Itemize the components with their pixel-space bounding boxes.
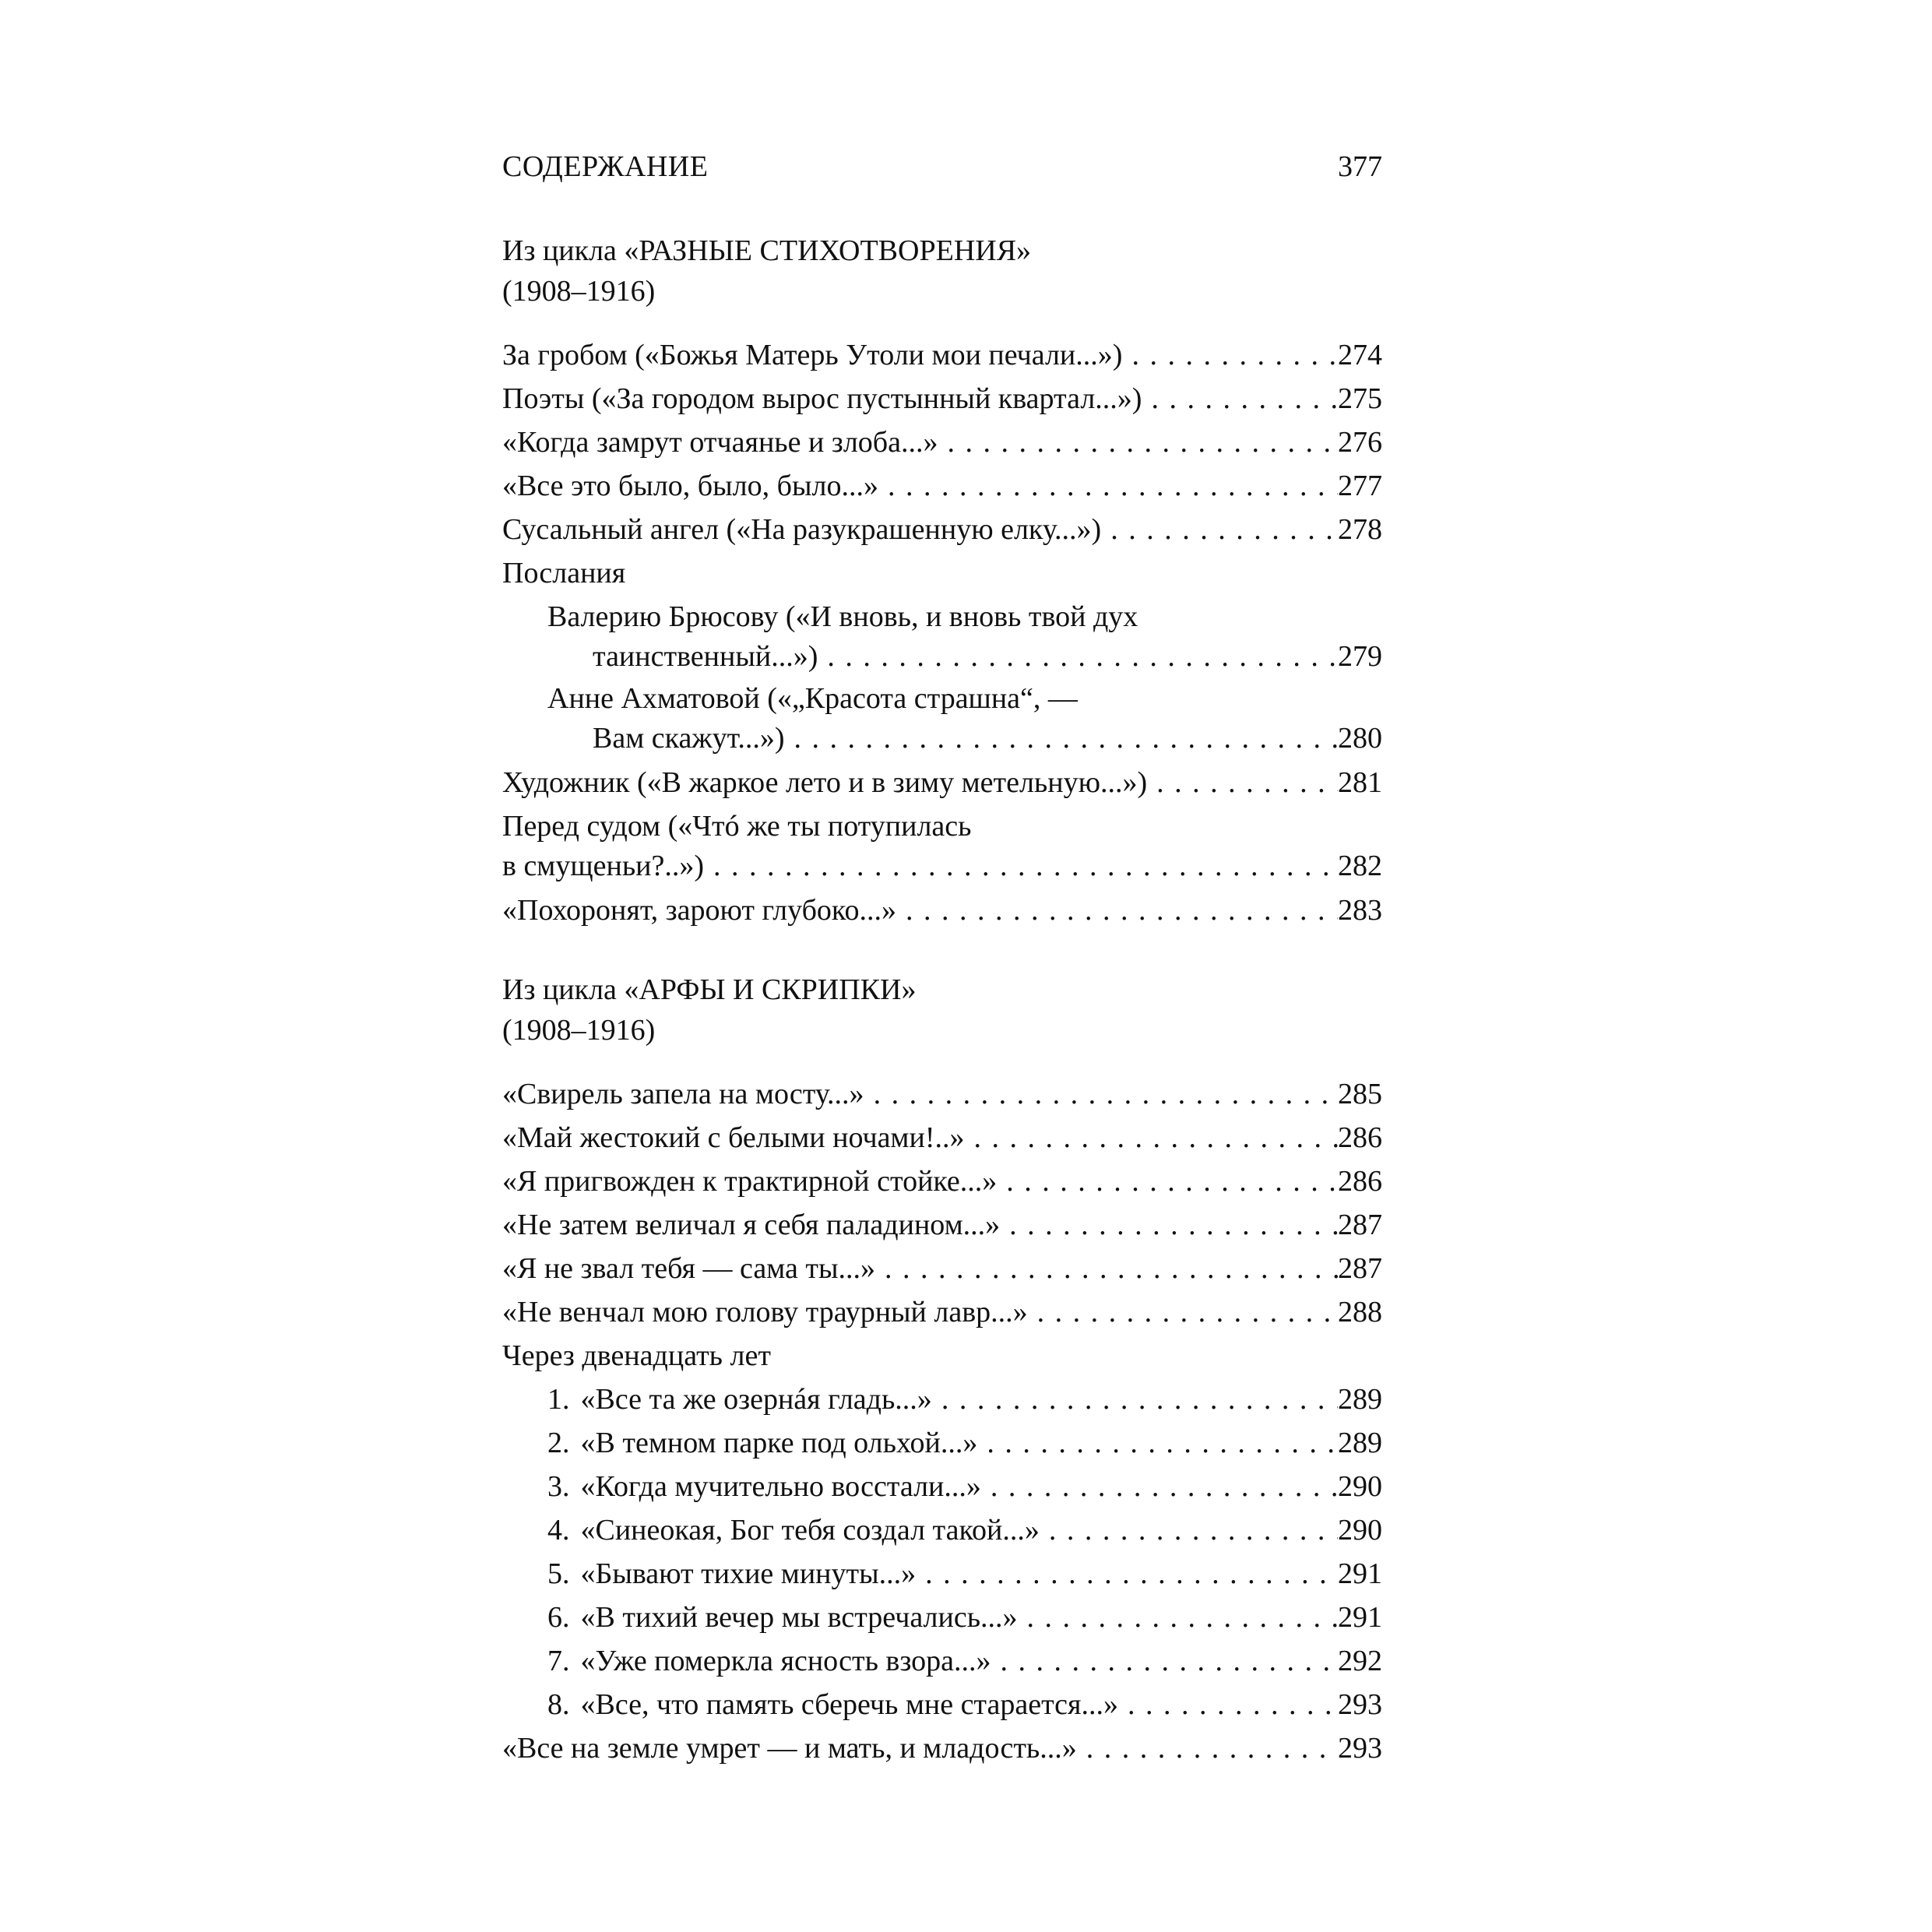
- dot-leader: [878, 464, 1338, 508]
- toc-entry: [502, 377, 1382, 421]
- toc-entry: [502, 889, 1382, 932]
- running-head: [502, 140, 1382, 195]
- dot-leader: [1018, 1596, 1338, 1639]
- dot-leader: [1101, 508, 1338, 551]
- toc-entry: [502, 1072, 1382, 1116]
- section-years: (1908–1916): [502, 1014, 656, 1047]
- toc-entry-line2: [547, 636, 1382, 677]
- dot-leader: [981, 1465, 1338, 1508]
- toc-entry-multiline: [502, 807, 1382, 886]
- entry-page: 288: [1338, 1296, 1382, 1328]
- entry-title: «Все та же озернáя гладь...»: [580, 1383, 932, 1416]
- toc-entry-numbered: [502, 1639, 1382, 1683]
- toc-entry-numbered: [502, 1378, 1382, 1421]
- entry-title: «Все на земле умрет — и мать, и младость...»: [502, 1732, 1077, 1765]
- entry-page: 293: [1338, 1688, 1382, 1721]
- entry-page: 290: [1338, 1470, 1382, 1503]
- entry-number: 6.: [547, 1601, 570, 1634]
- subgroup-heading: Послания: [502, 557, 626, 589]
- dot-leader: [1077, 1726, 1338, 1770]
- toc-entry-numbered: [502, 1421, 1382, 1465]
- dot-leader: [896, 889, 1338, 932]
- entry-page: 286: [1338, 1165, 1382, 1198]
- toc-entry: [502, 1203, 1382, 1247]
- entry-page: 289: [1338, 1427, 1382, 1459]
- entry-page: 291: [1338, 1601, 1382, 1634]
- entry-title: «В тихий вечер мы встречались...»: [580, 1601, 1018, 1634]
- entry-number: 7.: [547, 1645, 570, 1677]
- entry-number: 3.: [547, 1470, 570, 1503]
- toc-entry: [502, 1247, 1382, 1290]
- dot-leader: [938, 421, 1338, 464]
- entry-title: «Все, что память сберечь мне старается...»: [580, 1688, 1119, 1721]
- entry-title: «Уже померкла ясность взора...»: [580, 1645, 991, 1677]
- dot-leader: [1000, 1203, 1338, 1247]
- toc-entry: [502, 464, 1382, 508]
- entry-page: 291: [1338, 1557, 1382, 1590]
- entry-title: За гробом («Божья Матерь Утоли мои печали...»): [502, 339, 1123, 371]
- entry-page: 279: [1338, 640, 1382, 673]
- section-title: Из цикла «РАЗНЫЕ СТИХОТВОРЕНИЯ»: [502, 234, 1032, 267]
- entry-page: 287: [1338, 1252, 1382, 1285]
- toc-entry-multiline: [502, 679, 1382, 758]
- entry-title: «Когда замрут отчаянье и злоба...»: [502, 426, 938, 459]
- entry-title-line2: Вам скажут...»): [593, 722, 785, 755]
- dot-leader: [1147, 761, 1338, 804]
- entry-title: Художник («В жаркое лето и в зиму метельную...»): [502, 766, 1148, 799]
- dot-leader: [1040, 1508, 1338, 1552]
- entry-page: 281: [1338, 766, 1382, 799]
- entry-page: 286: [1338, 1121, 1382, 1154]
- entry-title-line1: Валерию Брюсову («И вновь, и вновь твой дух: [547, 600, 1138, 633]
- dot-leader: [932, 1378, 1338, 1421]
- entry-number: 5.: [547, 1557, 570, 1590]
- dot-leader: [991, 1639, 1338, 1683]
- entry-title: «Не венчал мою голову траурный лавр...»: [502, 1296, 1028, 1328]
- toc-section: [502, 231, 1382, 932]
- toc-entry-numbered: [502, 1683, 1382, 1726]
- entry-page: 277: [1338, 470, 1382, 502]
- entry-page: 293: [1338, 1732, 1382, 1765]
- entry-title: «Похоронят, зароют глубоко...»: [502, 894, 896, 927]
- toc-entry-line2: [547, 718, 1382, 758]
- entry-title: «Все это было, было, было...»: [502, 470, 878, 502]
- toc-page: [502, 140, 1382, 1770]
- entry-page: 274: [1338, 339, 1382, 371]
- entry-page: 285: [1338, 1078, 1382, 1110]
- entry-page: 282: [1338, 850, 1382, 882]
- toc-entry: [502, 1726, 1382, 1770]
- section-years: (1908–1916): [502, 275, 656, 308]
- entry-page: 283: [1338, 894, 1382, 927]
- dot-leader: [704, 846, 1338, 886]
- entry-title-line1: Перед судом («Чтó же ты потупилась: [502, 810, 972, 843]
- entry-page: 280: [1338, 722, 1382, 755]
- toc-entry: [502, 333, 1382, 377]
- entry-title: «Я не звал тебя — сама ты...»: [502, 1252, 875, 1285]
- entry-title-line1: Анне Ахматовой («„Красота страшна“, —: [547, 682, 1078, 715]
- entry-page: 278: [1338, 513, 1382, 546]
- entry-page: 275: [1338, 382, 1382, 415]
- entry-title: «Свирель запела на мосту...»: [502, 1078, 864, 1110]
- toc-entry-multiline: [502, 597, 1382, 677]
- toc-entry-line2: [502, 846, 1382, 886]
- entry-number: 4.: [547, 1514, 570, 1547]
- entry-title: «Бывают тихие минуты...»: [580, 1557, 917, 1590]
- entry-page: 289: [1338, 1383, 1382, 1416]
- dot-leader: [1118, 1683, 1338, 1726]
- section-title: Из цикла «АРФЫ И СКРИПКИ»: [502, 973, 917, 1006]
- subgroup-heading: Через двенадцать лет: [502, 1339, 771, 1372]
- entry-title: «Не затем величал я себя паладином...»: [502, 1209, 1001, 1241]
- entry-page: 292: [1338, 1645, 1382, 1677]
- dot-leader: [964, 1116, 1338, 1160]
- toc-entry-numbered: [502, 1465, 1382, 1508]
- entry-title: «Май жестокий с белыми ночами!..»: [502, 1121, 965, 1154]
- toc-entry: [502, 761, 1382, 804]
- toc-entry: [502, 421, 1382, 464]
- dot-leader: [1122, 333, 1338, 377]
- dot-leader: [875, 1247, 1338, 1290]
- entry-title-line2: в смущеньи?..»): [502, 850, 705, 882]
- toc-entry: [502, 1290, 1382, 1334]
- toc-entry: [502, 1116, 1382, 1160]
- dot-leader: [977, 1421, 1338, 1465]
- entry-title: «Я пригвожден к трактирной стойке...»: [502, 1165, 998, 1198]
- entry-title: Сусальный ангел («На разукрашенную елку...»): [502, 513, 1102, 546]
- entry-title: Поэты («За городом вырос пустынный квартал...»): [502, 382, 1142, 415]
- toc-entry-numbered: [502, 1552, 1382, 1596]
- entry-title: «Синеокая, Бог тебя создал такой...»: [580, 1514, 1040, 1547]
- toc-entry: [502, 1160, 1382, 1203]
- dot-leader: [818, 636, 1338, 677]
- entry-number: 1.: [547, 1383, 570, 1416]
- toc-section: [502, 970, 1382, 1770]
- entry-number: 8.: [547, 1688, 570, 1721]
- entry-page: 276: [1338, 426, 1382, 459]
- entry-page: 287: [1338, 1209, 1382, 1241]
- page-number: 377: [1338, 150, 1382, 183]
- entry-title: «В темном парке под ольхой...»: [580, 1427, 978, 1459]
- running-head-title: СОДЕРЖАНИЕ: [502, 150, 709, 183]
- dot-leader: [916, 1552, 1338, 1596]
- entry-title: «Когда мучительно восстали...»: [580, 1470, 981, 1503]
- toc-entry-numbered: [502, 1508, 1382, 1552]
- entry-page: 290: [1338, 1514, 1382, 1547]
- toc-entry-numbered: [502, 1596, 1382, 1639]
- dot-leader: [785, 718, 1338, 758]
- dot-leader: [1142, 377, 1338, 421]
- entry-title-line2: таинственный...»): [593, 640, 818, 673]
- dot-leader: [997, 1160, 1338, 1203]
- toc-entry: [502, 508, 1382, 551]
- entry-number: 2.: [547, 1427, 570, 1459]
- dot-leader: [1028, 1290, 1338, 1334]
- dot-leader: [864, 1072, 1338, 1116]
